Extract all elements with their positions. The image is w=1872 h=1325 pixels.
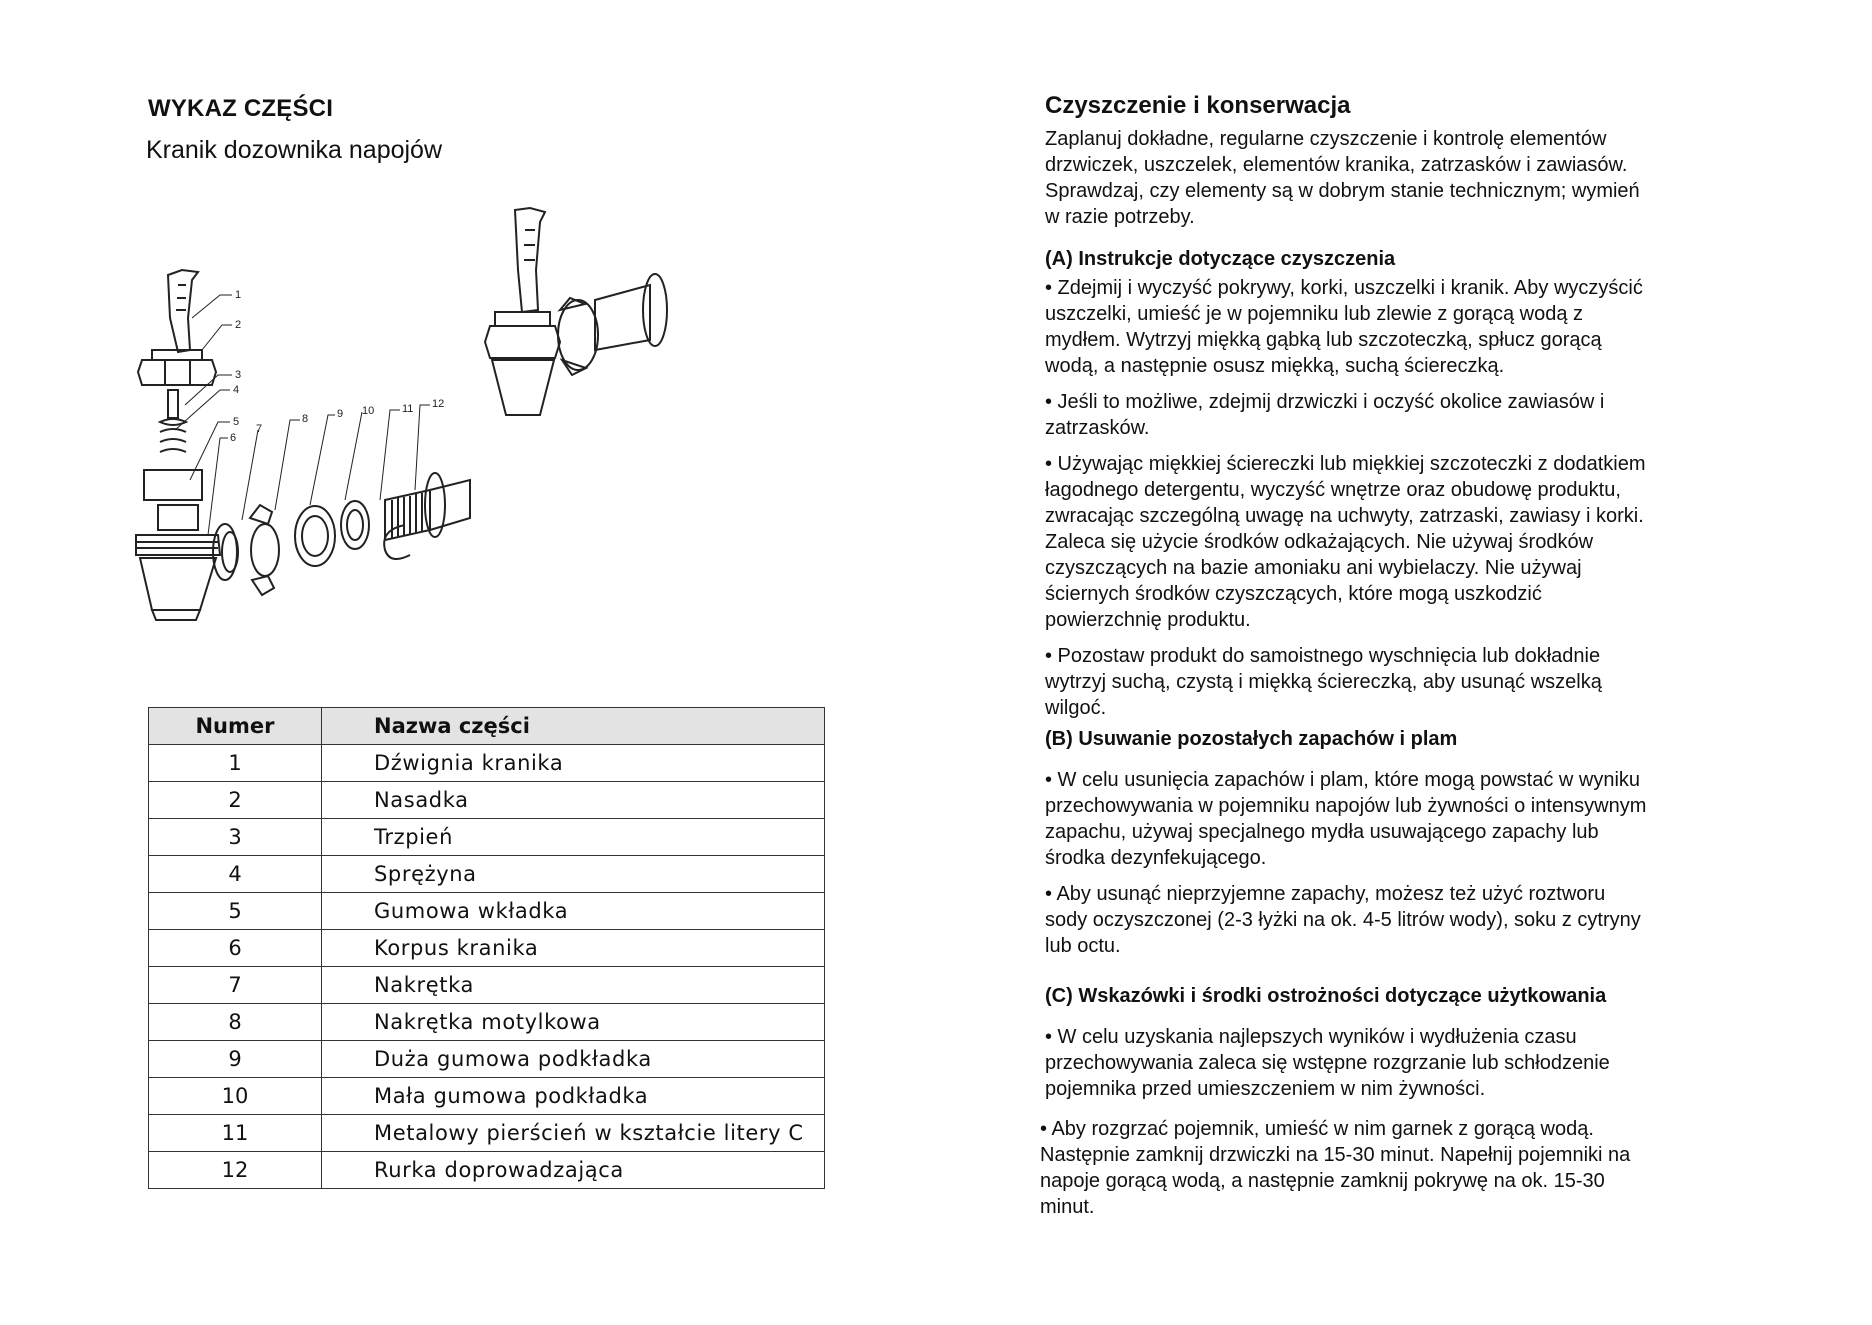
- section-b-heading: (B) Usuwanie pozostałych zapachów i plam: [1045, 728, 1458, 750]
- part-number: 10: [149, 1078, 322, 1115]
- faucet-exploded-diagram: [130, 200, 750, 700]
- table-row: [149, 1078, 825, 1115]
- text-line: minut.: [1040, 1196, 1095, 1218]
- parts-table-header: [149, 708, 825, 745]
- callout-11: 11: [402, 403, 414, 415]
- cleaning-section: [1045, 92, 1735, 230]
- part-number: 9: [149, 1041, 322, 1078]
- part-name: Dźwignia kranika: [322, 745, 825, 782]
- text-line: przechowywania zaleca się wstępne rozgrzanie lub schłodzenie: [1045, 1052, 1610, 1074]
- intro-line: Zaplanuj dokładne, regularne czyszczenie i kontrolę elementów: [1045, 128, 1607, 150]
- header-number: Numer: [149, 708, 322, 745]
- text-line: • Jeśli to możliwe, zdejmij drzwiczki i oczyść okolice zawiasów i: [1045, 391, 1605, 413]
- header-part-name: Nazwa części: [322, 708, 825, 745]
- part-number: 3: [149, 819, 322, 856]
- part-number: 6: [149, 930, 322, 967]
- faucet-nut-drawing: [213, 524, 238, 580]
- part-name: Metalowy pierścień w kształcie litery C: [322, 1115, 825, 1152]
- part-name: Sprężyna: [322, 856, 825, 893]
- text-line: środka dezynfekującego.: [1045, 847, 1267, 869]
- callout-3: 3: [235, 369, 242, 381]
- parts-list-subtitle: Kranik dozownika napojów: [146, 136, 443, 164]
- callout-8: 8: [302, 413, 309, 425]
- table-row: [149, 1115, 825, 1152]
- text-line: ściernych środków czyszczących, które mogą uszkodzić: [1045, 583, 1542, 605]
- part-name: Gumowa wkładka: [322, 893, 825, 930]
- table-row: [149, 930, 825, 967]
- text-line: pojemnika przed umieszczeniem w nim żywności.: [1045, 1078, 1486, 1100]
- text-line: Zaleca się użycie środków odkażających. Nie używaj środków: [1045, 531, 1594, 553]
- callout-5: 5: [233, 416, 240, 428]
- part-number: 4: [149, 856, 322, 893]
- part-number: 11: [149, 1115, 322, 1152]
- intro-line: Sprawdzaj, czy elementy są w dobrym stanie technicznym; wymień: [1045, 180, 1640, 202]
- cleaning-title: Czyszczenie i konserwacja: [1045, 92, 1351, 119]
- intro-line: w razie potrzeby.: [1045, 206, 1195, 228]
- text-line: wilgoć.: [1045, 697, 1107, 719]
- parts-table: [148, 707, 825, 1189]
- table-row: [149, 1004, 825, 1041]
- text-line: • Używając miękkiej ściereczki lub miękkiej szczoteczki z dodatkiem: [1045, 453, 1646, 475]
- faucet-washers-drawing: [295, 501, 369, 566]
- section-a-heading: (A) Instrukcje dotyczące czyszczenia: [1045, 248, 1396, 270]
- text-line: Następnie zamknij drzwiczki na 15-30 minut. Napełnij pojemniki na: [1040, 1144, 1631, 1166]
- faucet-lever-drawing: [168, 270, 198, 352]
- part-number: 7: [149, 967, 322, 1004]
- text-line: sody oczyszczonej (2-3 łyżki na ok. 4-5 litrów wody), soku z cytryny: [1045, 909, 1641, 931]
- faucet-stem-spring-drawing: [160, 390, 186, 452]
- text-line: lub octu.: [1045, 935, 1121, 957]
- text-line: zwracając szczególną uwagę na uchwyty, zatrzaski, zawiasy i korki.: [1045, 505, 1644, 527]
- callout-2: 2: [235, 319, 242, 331]
- text-line: zapachu, używaj specjalnego mydła usuwającego zapachy lub: [1045, 821, 1599, 843]
- text-line: • Zdejmij i wyczyść pokrywy, korki, uszczelki i kranik. Aby wyczyścić: [1045, 277, 1643, 299]
- text-line: • W celu usunięcia zapachów i plam, które mogą powstać w wyniku: [1045, 769, 1641, 791]
- part-name: Duża gumowa podkładka: [322, 1041, 825, 1078]
- table-row: [149, 745, 825, 782]
- table-row: [149, 1041, 825, 1078]
- callout-10: 10: [362, 405, 375, 417]
- part-number: 12: [149, 1152, 322, 1189]
- part-number: 1: [149, 745, 322, 782]
- callout-9: 9: [337, 408, 344, 420]
- section-c-heading: (C) Wskazówki i środki ostrożności dotyczące użytkowania: [1045, 985, 1607, 1007]
- text-line: napoje gorącą wodą, a następnie zamknij pokrywę na ok. 15-30: [1040, 1170, 1605, 1192]
- text-line: mydłem. Wytrzyj miękką gąbką lub szczoteczką, spłucz gorącą: [1045, 329, 1602, 351]
- part-name: Korpus kranika: [322, 930, 825, 967]
- text-line: • W celu uzyskania najlepszych wyników i wydłużenia czasu: [1045, 1026, 1577, 1048]
- faucet-cap-drawing: [138, 350, 216, 385]
- table-row: [149, 856, 825, 893]
- section-a: [1045, 245, 1735, 721]
- assembled-faucet-drawing: [485, 208, 667, 415]
- text-line: czyszczących na bazie amoniaku ani wybielaczy. Nie używaj: [1045, 557, 1582, 579]
- section-c: [1040, 982, 1735, 1220]
- text-line: przechowywania w pojemniku napojów lub żywności o intensywnym: [1045, 795, 1647, 817]
- text-line: • Aby rozgrzać pojemnik, umieść w nim garnek z gorącą wodą.: [1040, 1118, 1594, 1140]
- part-number: 2: [149, 782, 322, 819]
- part-number: 8: [149, 1004, 322, 1041]
- table-row: [149, 1152, 825, 1189]
- callout-1: 1: [235, 289, 242, 301]
- faucet-rubber-insert-drawing: [144, 470, 202, 500]
- text-line: uszczelki, umieść je w pojemniku lub zlewie z gorącą wodą z: [1045, 303, 1584, 325]
- section-b: [1045, 725, 1735, 959]
- text-line: zatrzasków.: [1045, 417, 1150, 439]
- faucet-body-drawing: [136, 505, 220, 620]
- part-name: Nasadka: [322, 782, 825, 819]
- table-row: [149, 782, 825, 819]
- part-name: Nakrętka: [322, 967, 825, 1004]
- callout-12: 12: [432, 398, 445, 410]
- faucet-inlet-tube-drawing: [385, 473, 470, 540]
- callout-6: 6: [230, 432, 237, 444]
- table-row: [149, 893, 825, 930]
- intro-line: drzwiczek, uszczelek, elementów kranika, zatrzasków i zawiasów.: [1045, 154, 1628, 176]
- text-line: • Aby usunąć nieprzyjemne zapachy, możesz też użyć roztworu: [1045, 883, 1606, 905]
- text-line: • Pozostaw produkt do samoistnego wyschnięcia lub dokładnie: [1045, 645, 1601, 667]
- part-name: Rurka doprowadzająca: [322, 1152, 825, 1189]
- parts-list-title: WYKAZ CZĘŚCI: [148, 95, 334, 122]
- table-row: [149, 819, 825, 856]
- text-line: łagodnego detergentu, wyczyść wnętrze oraz obudowę produktu,: [1045, 479, 1621, 501]
- part-name: Nakrętka motylkowa: [322, 1004, 825, 1041]
- text-line: wytrzyj suchą, czystą i miękką ściereczką, aby usunąć wszelką: [1045, 671, 1602, 693]
- part-number: 5: [149, 893, 322, 930]
- callout-7: 7: [256, 423, 263, 435]
- callout-4: 4: [233, 384, 240, 396]
- part-name: Mała gumowa podkładka: [322, 1078, 825, 1115]
- text-line: wodą, a następnie osusz miękką, suchą ściereczką.: [1045, 355, 1505, 377]
- table-row: [149, 967, 825, 1004]
- part-name: Trzpień: [322, 819, 825, 856]
- faucet-wing-nut-drawing: [250, 505, 279, 595]
- text-line: powierzchnię produktu.: [1045, 609, 1251, 631]
